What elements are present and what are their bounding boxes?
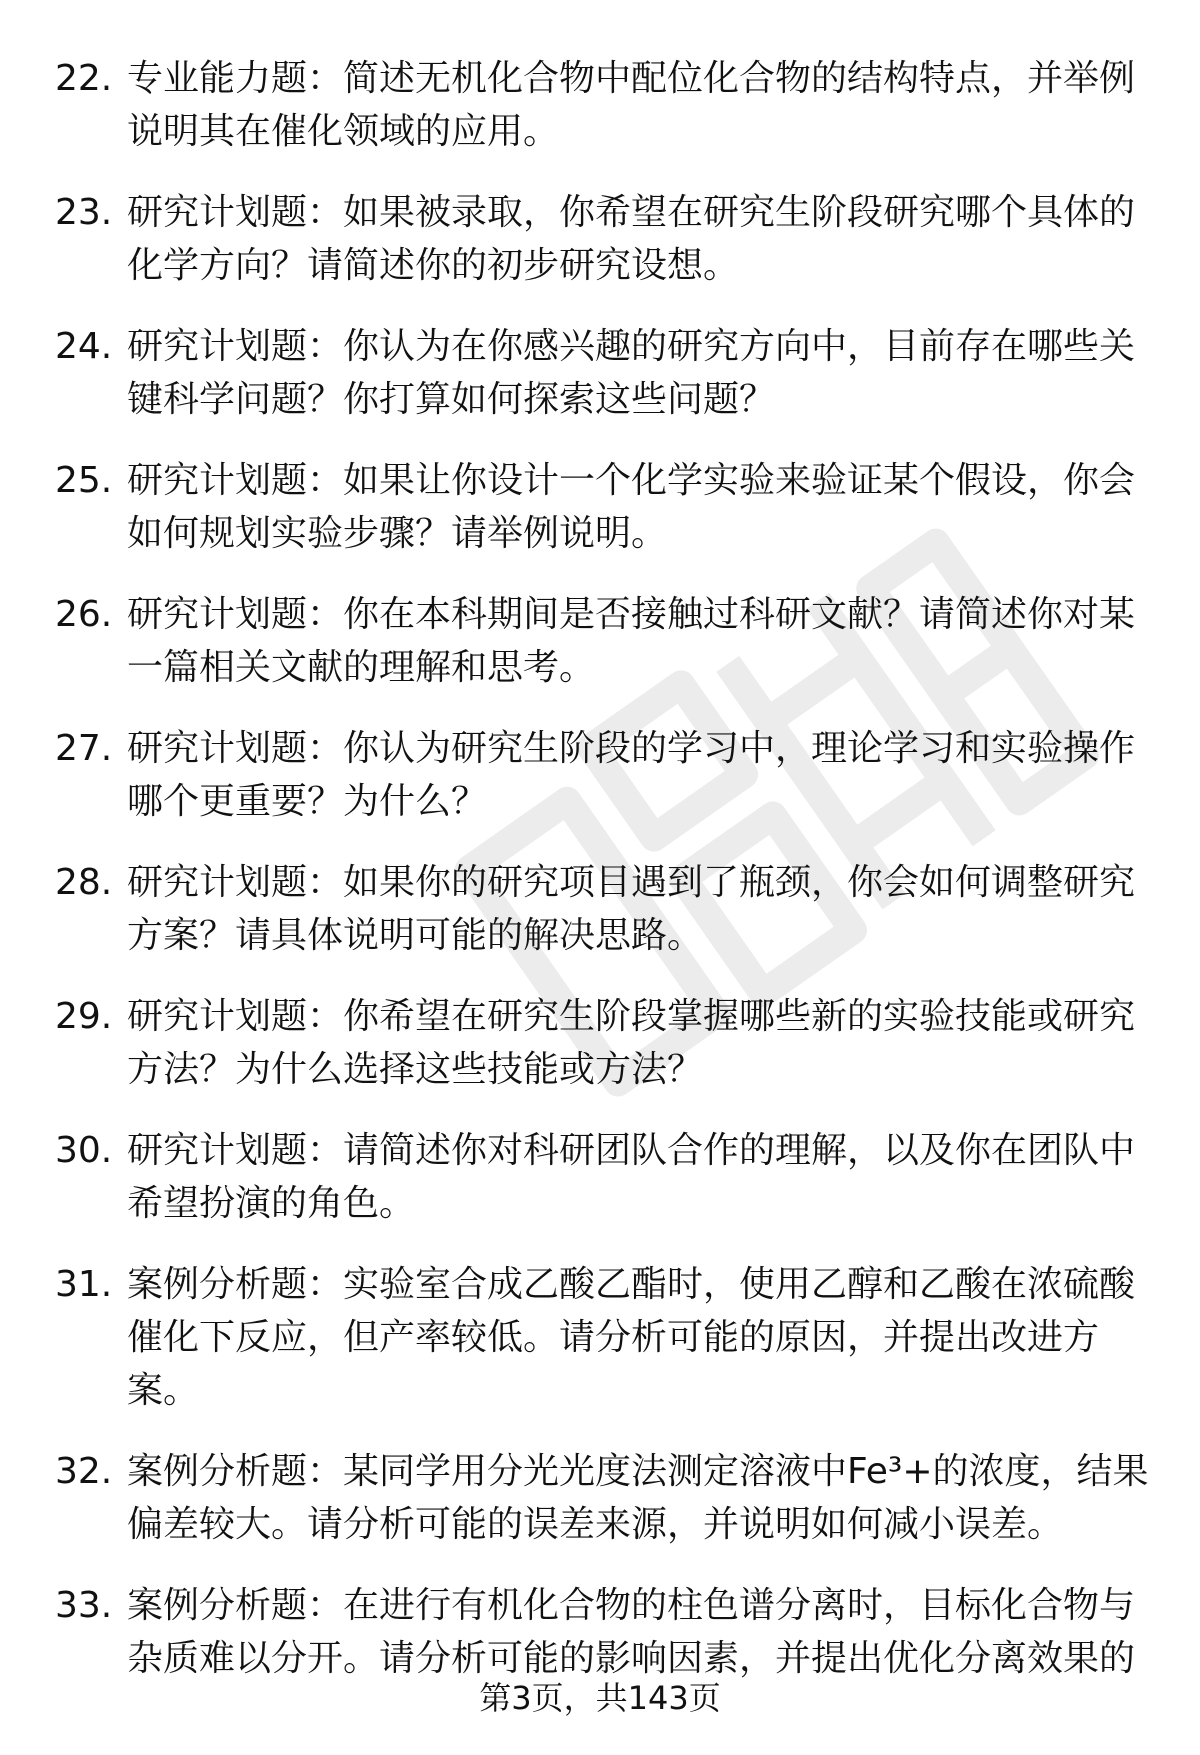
question-number: 24. (55, 326, 113, 367)
question-text: 研究计划题：你认为在你感兴趣的研究方向中，目前存在哪些关键科学问题？你打算如何探索这些问题？ (127, 326, 1136, 420)
question-text: 案例分析题：实验室合成乙酸乙酯时，使用乙醇和乙酸在浓硫酸催化下反应，但产率较低。请分析可能的原因，并提出改进方案。 (127, 1264, 1136, 1411)
question-item (55, 186, 1155, 292)
question-number: 26. (55, 594, 113, 635)
question-number: 32. (55, 1451, 113, 1492)
question-text: 专业能力题：简述无机化合物中配位化合物的结构特点，并举例说明其在催化领域的应用。 (127, 58, 1136, 152)
question-item (55, 454, 1155, 560)
question-number: 23. (55, 192, 113, 233)
question-number: 28. (55, 862, 113, 903)
question-item (55, 990, 1155, 1096)
question-list (55, 52, 1155, 1713)
question-item (55, 1124, 1155, 1230)
question-number: 30. (55, 1130, 113, 1171)
question-text: 研究计划题：你希望在研究生阶段掌握哪些新的实验技能或研究方法？为什么选择这些技能或方法？ (127, 996, 1136, 1090)
question-item (55, 320, 1155, 426)
question-number: 33. (55, 1585, 113, 1626)
question-number: 29. (55, 996, 113, 1037)
question-item (55, 588, 1155, 694)
question-text: 研究计划题：你认为研究生阶段的学习中，理论学习和实验操作哪个更重要？为什么？ (127, 728, 1136, 822)
question-text: 研究计划题：如果被录取，你希望在研究生阶段研究哪个具体的化学方向？请简述你的初步研究设想。 (127, 192, 1136, 286)
page-footer: 第3页，共143页 (479, 1679, 721, 1717)
question-text: 研究计划题：你在本科期间是否接触过科研文献？请简述你对某一篇相关文献的理解和思考。 (127, 594, 1136, 688)
question-item (55, 1258, 1155, 1417)
question-text: 研究计划题：如果你的研究项目遇到了瓶颈，你会如何调整研究方案？请具体说明可能的解决思路。 (127, 862, 1136, 956)
question-text: 研究计划题：请简述你对科研团队合作的理解，以及你在团队中希望扮演的角色。 (127, 1130, 1136, 1224)
question-item (55, 1445, 1155, 1551)
question-number: 27. (55, 728, 113, 769)
question-item (55, 722, 1155, 828)
question-number: 22. (55, 58, 113, 99)
question-text: 研究计划题：如果让你设计一个化学实验来验证某个假设，你会如何规划实验步骤？请举例说明。 (127, 460, 1136, 554)
question-item (55, 52, 1155, 158)
question-text: 案例分析题：在进行有机化合物的柱色谱分离时，目标化合物与杂质难以分开。请分析可能的影响因素，并提出优化分离效果的 (127, 1585, 1136, 1679)
question-number: 25. (55, 460, 113, 501)
question-item (55, 1579, 1155, 1685)
question-item (55, 856, 1155, 962)
question-text: 案例分析题：某同学用分光光度法测定溶液中Fe³+的浓度，结果偏差较大。请分析可能的误差来源，并说明如何减小误差。 (127, 1451, 1149, 1545)
question-number: 31. (55, 1264, 113, 1305)
